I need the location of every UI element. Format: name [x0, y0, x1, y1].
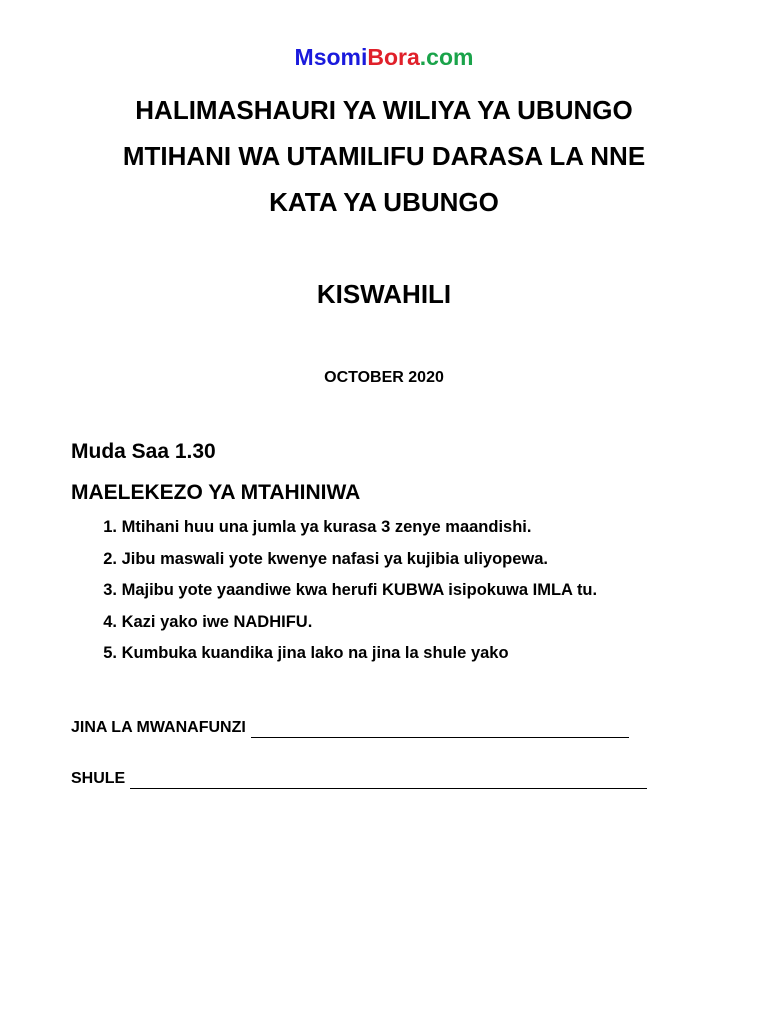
student-name-blank-line[interactable] [251, 723, 629, 738]
list-item [71, 579, 597, 611]
student-name-field [71, 718, 629, 738]
subject-title: KISWAHILI [316, 279, 452, 309]
school-label: SHULE [71, 770, 126, 787]
ward-title: KATA YA UBUNGO [269, 187, 499, 217]
exam-title: MTIHANI WA UTAMILIFU DARASA LA NNE [122, 141, 646, 171]
list-item-text: Mtihani huu una jumla ya kurasa 3 zenye maandishi. [121, 518, 532, 536]
exam-duration: Muda Saa 1.30 [71, 440, 216, 463]
list-item-number: 3. [103, 581, 117, 599]
list-item [71, 642, 597, 674]
instructions-title: MAELEKEZO YA MTAHINIWA [71, 481, 361, 504]
list-item [71, 611, 597, 643]
instructions-list [71, 516, 597, 674]
council-title: HALIMASHAURI YA WILIYA YA UBUNGO [135, 95, 633, 125]
list-item-number: 1. [103, 518, 117, 536]
list-item-text: Kazi yako iwe NADHIFU. [121, 612, 313, 631]
list-item-number: 4. [103, 612, 117, 631]
list-item-text: Jibu maswali yote kwenye nafasi ya kujibia uliyopewa. [121, 549, 549, 568]
list-item [71, 516, 597, 548]
student-name-label: JINA LA MWANAFUNZI [71, 719, 246, 736]
logo-part-msomi: Msomi [294, 44, 368, 70]
logo-part-bora: Bora [367, 44, 420, 70]
exam-date: OCTOBER 2020 [324, 369, 444, 386]
school-field [71, 769, 647, 789]
school-blank-line[interactable] [130, 774, 647, 789]
list-item-text: Kumbuka kuandika jina lako na jina la shule yako [121, 644, 509, 662]
site-logo[interactable] [0, 42, 768, 72]
list-item-number: 2. [103, 549, 117, 568]
list-item [71, 548, 597, 580]
list-item-number: 5. [103, 644, 117, 662]
list-item-text: Majibu yote yaandiwe kwa herufi KUBWA isipokuwa IMLA tu. [121, 581, 598, 599]
logo-part-com: .com [419, 44, 474, 70]
